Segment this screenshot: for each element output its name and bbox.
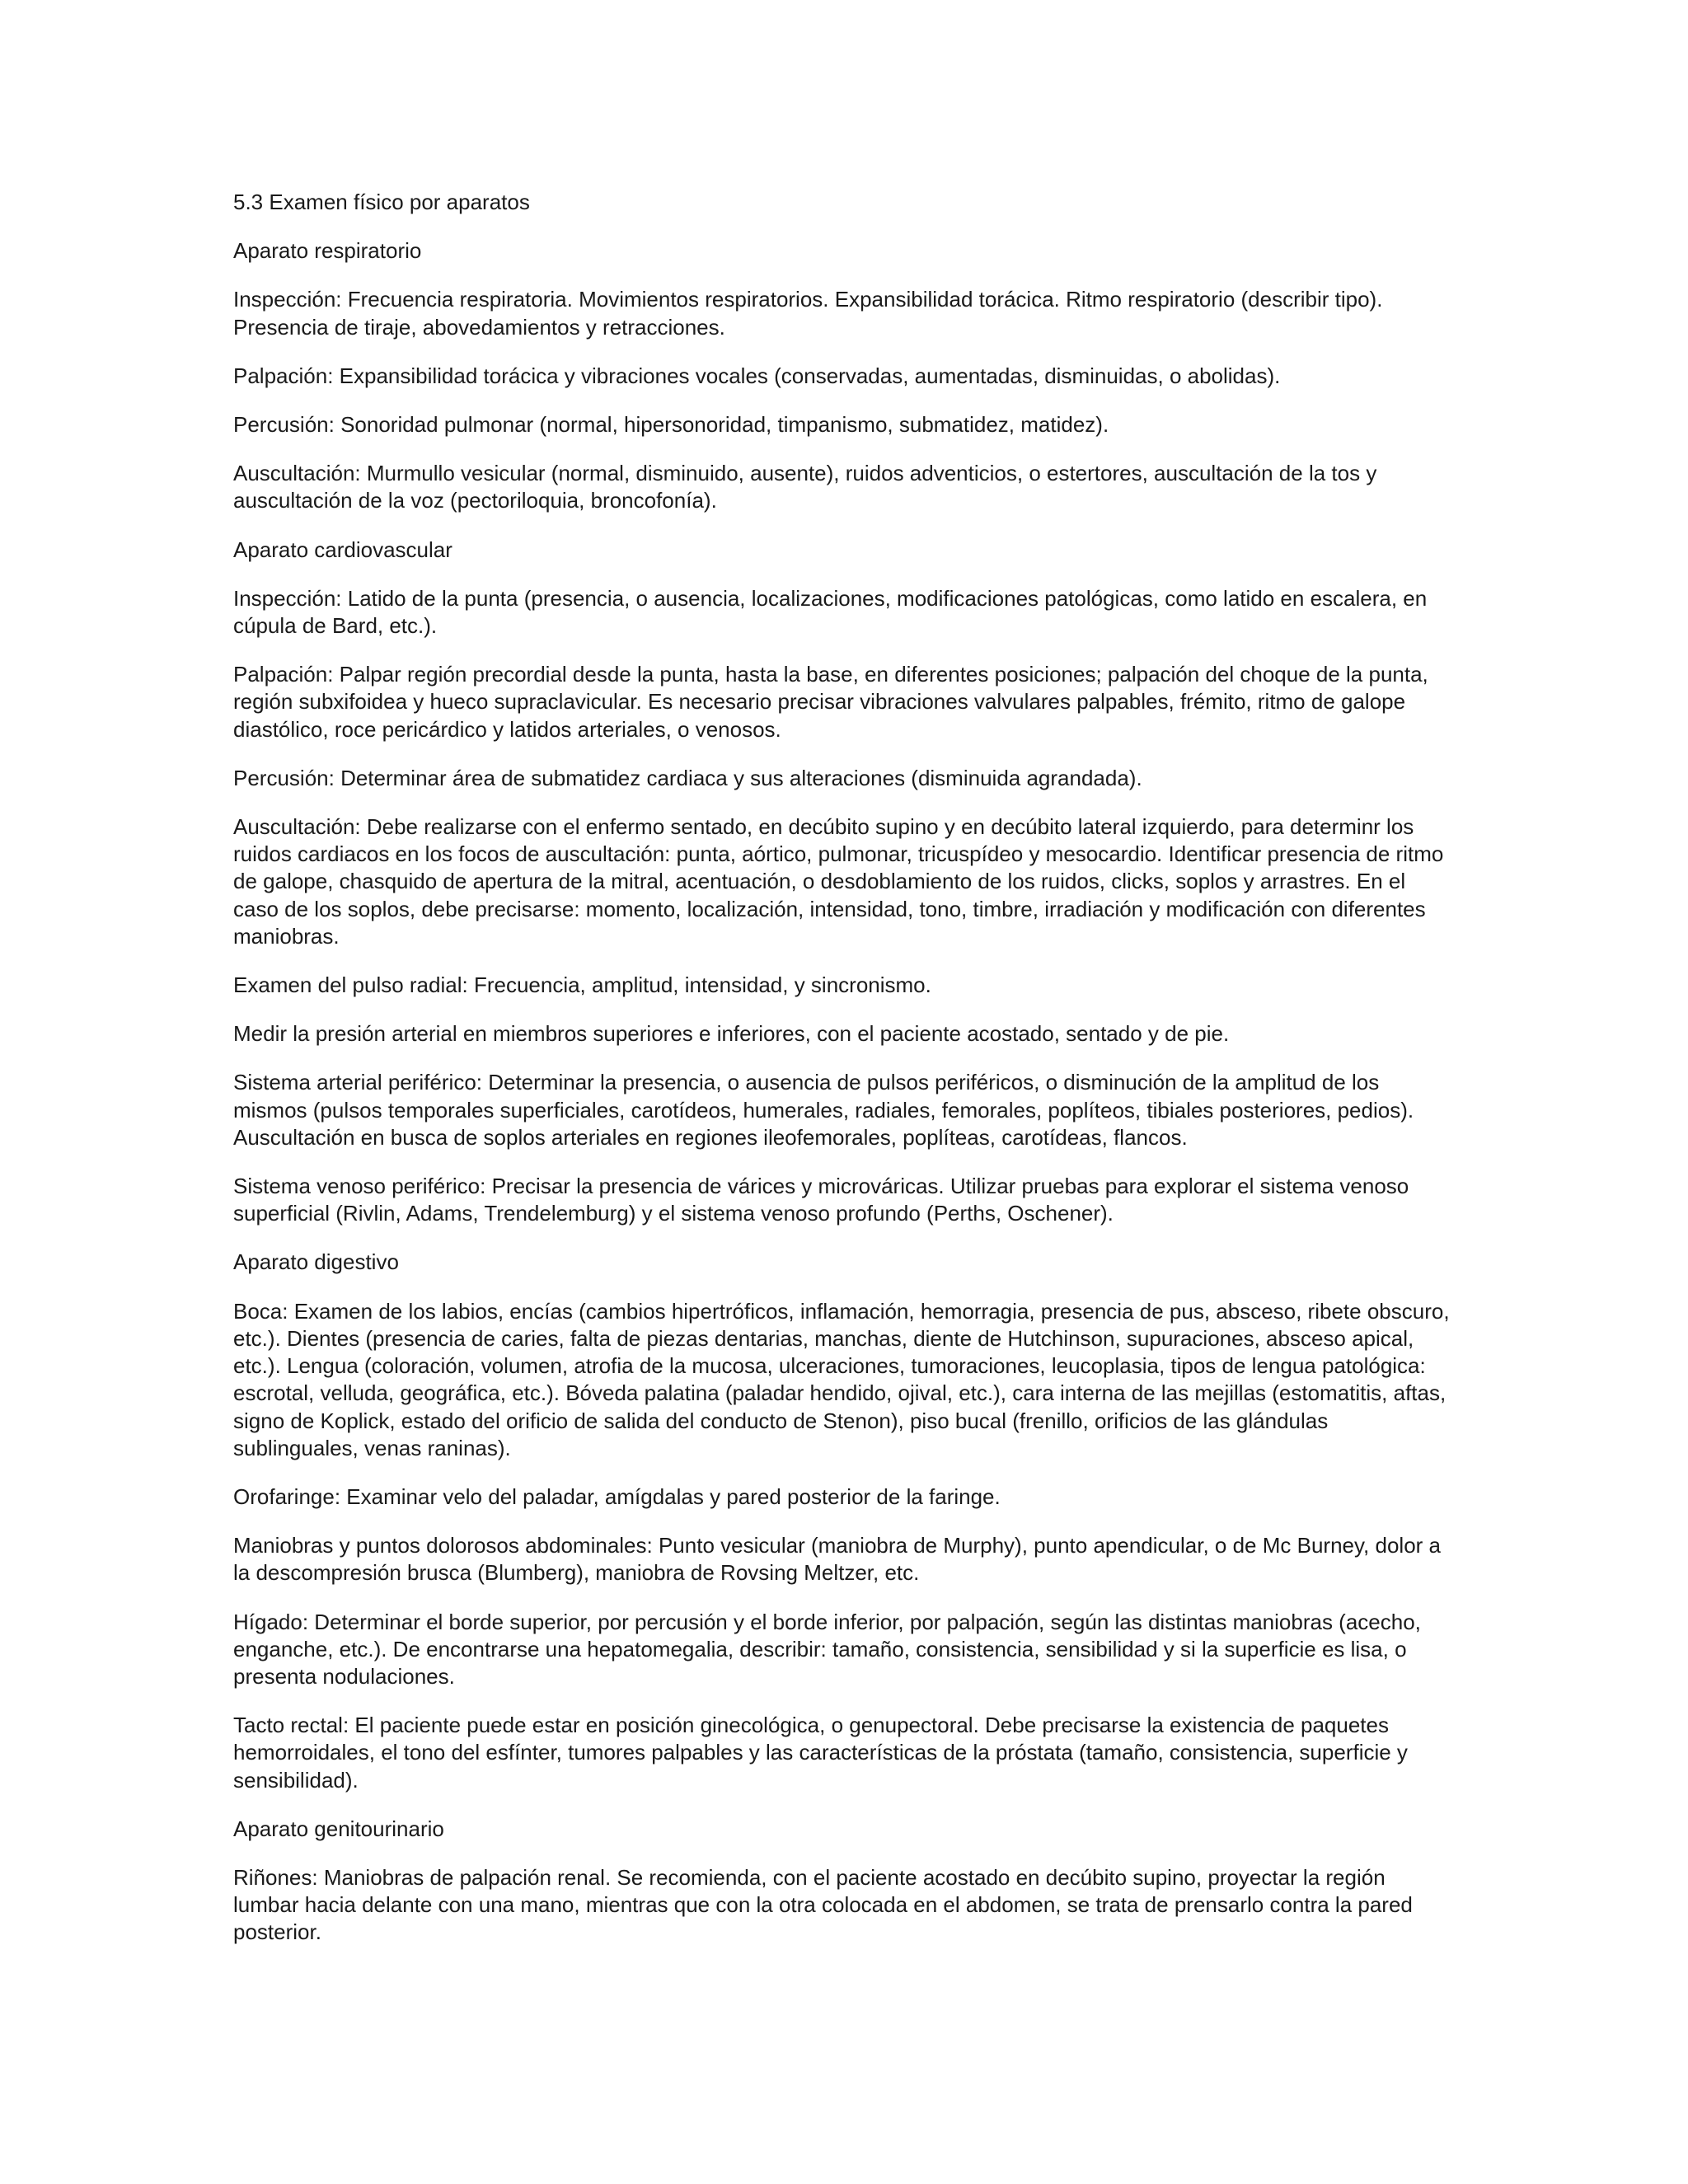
- paragraph: Hígado: Determinar el borde superior, por percusión y el borde inferior, por palpación, según las distintas maniobras (acecho, enganche, etc.). De encontrarse una hepatomegalia, describir: tamaño, consistencia, sensibilidad y si la superficie es lisa, o presenta nodulaciones.: [233, 1609, 1421, 1689]
- subsection-heading: Aparato respiratorio: [233, 238, 422, 264]
- paragraph: Percusión: Determinar área de submatidez cardiaca y sus alteraciones (disminuida agrandada).: [233, 765, 1142, 790]
- paragraph: Palpación: Expansibilidad torácica y vibraciones vocales (conservadas, aumentadas, disminuidas, o abolidas).: [233, 363, 1281, 388]
- paragraph: Maniobras y puntos dolorosos abdominales: Punto vesicular (maniobra de Murphy), punto apendicular, o de Mc Burney, dolor a la descompresión brusca (Blumberg), maniobra de Rovsing Meltzer, etc.: [233, 1533, 1442, 1586]
- paragraph: Tacto rectal: El paciente puede estar en posición ginecológica, o genupectoral. Debe precisarse la existencia de paquetes hemorroidales, el tono del esfínter, tumores palpables y las características de la próstata (tamaño, consistencia, superficie y sensibilidad).: [233, 1713, 1408, 1793]
- paragraph: Riñones: Maniobras de palpación renal. Se recomienda, con el paciente acostado en decúbito supino, proyectar la región lumbar hacia delante con una mano, mientras que con la otra colocada en el abdomen, se trata de prensarlo contra la pared posterior.: [233, 1864, 1413, 1945]
- paragraph: Boca: Examen de los labios, encías (cambios hipertróficos, inflamación, hemorragia, presencia de pus, absceso, ribete obscuro, etc.). Dientes (presencia de caries, falta de piezas dentarias, manchas, diente de Hutchinson, supuraciones, absceso apical, etc.). Lengua (coloración, volumen, atrofia de la mucosa, ulceraciones, tumoraciones, leucoplasia, tipos de lengua patológica: escrotal, velluda, geográfica, etc.). Bóveda palatina (paladar hendido, ojival, etc.), cara interna de las mejillas (estomatitis, aftas, signo de Koplick, estado del orificio de salida del conducto de Stenon), piso bucal (frenillo, orificios de las glándulas sublinguales, venas raninas).: [233, 1298, 1450, 1460]
- subsection-heading: Aparato cardiovascular: [233, 537, 452, 562]
- paragraph: Palpación: Palpar región precordial desde la punta, hasta la base, en diferentes posiciones; palpación del choque de la punta, región subxifoidea y hueco supraclavicular. Es necesario precisar vibraciones valvulares palpables, frémito, ritmo de galope diastólico, roce pericárdico y latidos arteriales, o venosos.: [233, 662, 1428, 742]
- section-heading: 5.3 Examen físico por aparatos: [233, 190, 530, 214]
- paragraph: Inspección: Frecuencia respiratoria. Movimientos respiratorios. Expansibilidad torácica. Ritmo respiratorio (describir tipo). Presencia de tiraje, abovedamientos y retracciones.: [233, 287, 1383, 340]
- paragraph: Orofaringe: Examinar velo del paladar, amígdalas y pared posterior de la faringe.: [233, 1483, 1001, 1509]
- paragraph: Inspección: Latido de la punta (presencia, o ausencia, localizaciones, modificaciones patológicas, como latido en escalera, en cúpula de Bard, etc.).: [233, 585, 1428, 639]
- paragraph: Auscultación: Debe realizarse con el enfermo sentado, en decúbito supino y en decúbito lateral izquierdo, para determinr los ruidos cardiacos en los focos de auscultación: punta, aórtico, pulmonar, tricuspídeo y mesocardio. Identificar presencia de ritmo de galope, chasquido de apertura de la mitral, acentuación, o desdoblamiento de los ruidos, clicks, soplos y arrastres. En el caso de los soplos, debe precisarse: momento, localización, intensidad, tono, timbre, irradiación y modificación con diferentes maniobras.: [233, 814, 1444, 949]
- paragraph: Auscultación: Murmullo vesicular (normal, disminuido, ausente), ruidos adventicios, o estertores, auscultación de la tos y auscultación de la voz (pectoriloquia, broncofonía).: [233, 461, 1377, 513]
- document-page: [233, 189, 1453, 1968]
- subsection-heading: Aparato digestivo: [233, 1249, 399, 1275]
- paragraph: Examen del pulso radial: Frecuencia, amplitud, intensidad, y sincronismo.: [233, 972, 931, 998]
- paragraph: Percusión: Sonoridad pulmonar (normal, hipersonoridad, timpanismo, submatidez, matidez).: [233, 412, 1109, 438]
- paragraph: Sistema arterial periférico: Determinar la presencia, o ausencia de pulsos periféricos, o disminución de la amplitud de los mismos (pulsos temporales superficiales, carotídeos, humerales, radiales, femorales, poplíteos, tibiales posteriores, pedios). Auscultación en busca de soplos arteriales en regiones ileofemorales, poplíteas, carotídeas, flancos.: [233, 1070, 1414, 1150]
- paragraph: Sistema venoso periférico: Precisar la presencia de várices y microváricas. Utilizar pruebas para explorar el sistema venoso superficial (Rivlin, Adams, Trendelemburg) y el sistema venoso profundo (Perths, Oschener).: [233, 1174, 1409, 1226]
- subsection-heading: Aparato genitourinario: [233, 1816, 444, 1841]
- paragraph: Medir la presión arterial en miembros superiores e inferiores, con el paciente acostado, sentado y de pie.: [233, 1021, 1230, 1047]
